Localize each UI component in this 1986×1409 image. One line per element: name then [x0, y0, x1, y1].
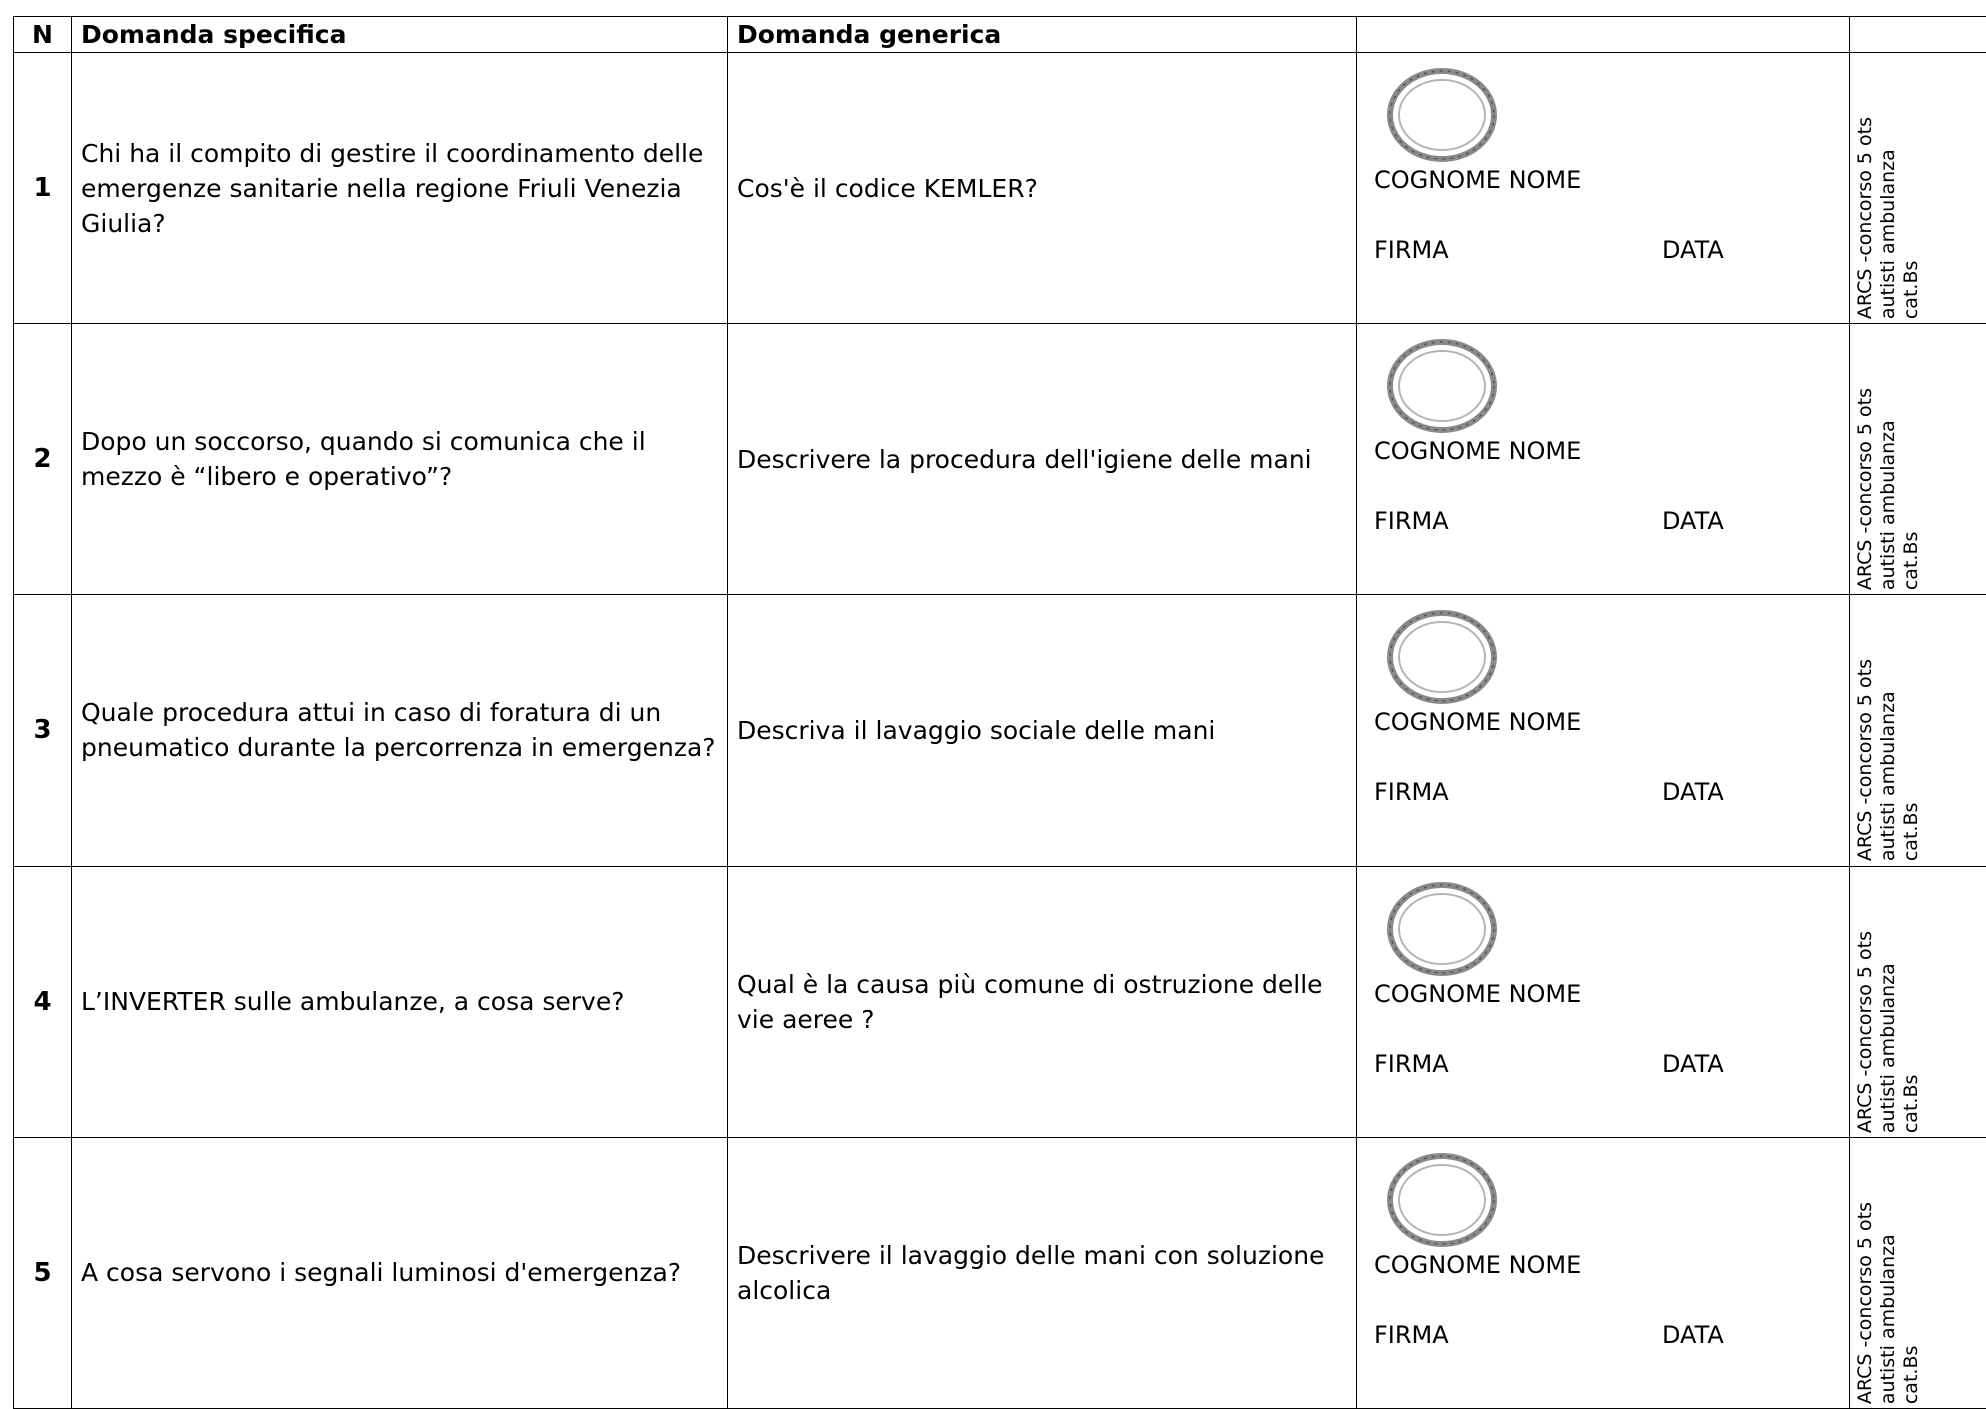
circular-stamp-icon: [1382, 607, 1502, 707]
circular-stamp-icon: [1382, 65, 1502, 165]
side-note-line: autisti ambulanza: [1877, 962, 1899, 1133]
side-note-line: ARCS -concorso 5 ots: [1854, 117, 1876, 320]
side-note-cell: [1850, 1137, 1986, 1408]
date-label: DATA: [1662, 236, 1724, 264]
side-note-line: cat.Bs: [1900, 803, 1922, 862]
specific-question: Chi ha il compito di gestire il coordinamento delle emergenze sanitarie nella regione Friuli Venezia Giulia?: [72, 53, 728, 324]
side-note-line: ARCS -concorso 5 ots: [1854, 388, 1876, 591]
generic-question: Descriva il lavaggio sociale delle mani: [728, 595, 1357, 866]
signature-block: [1357, 324, 1850, 595]
table-row: [14, 53, 1986, 324]
date-label: DATA: [1662, 778, 1724, 807]
side-note-line: cat.Bs: [1900, 531, 1922, 591]
specific-question: A cosa servono i segnali luminosi d'emergenza?: [72, 1137, 728, 1408]
header-signature: [1357, 17, 1850, 53]
generic-question: Cos'è il codice KEMLER?: [728, 53, 1357, 324]
header-number: N: [14, 17, 72, 53]
header-specific-question: Domanda specifica: [72, 17, 728, 53]
table-row: [14, 1137, 1986, 1408]
questions-table: [13, 16, 1986, 1409]
specific-question: Quale procedura attui in caso di foratura di un pneumatico durante la percorrenza in emergenza?: [72, 595, 728, 866]
row-number: 5: [14, 1137, 72, 1408]
table-row: [14, 324, 1986, 595]
signature-block: [1357, 866, 1850, 1137]
side-note-cell: [1850, 866, 1986, 1137]
signature-block: [1357, 595, 1850, 866]
signature-label: FIRMA: [1374, 1049, 1449, 1078]
side-note-line: ARCS -concorso 5 ots: [1854, 1201, 1876, 1404]
date-label: DATA: [1662, 507, 1724, 536]
surname-name-label: COGNOME NOME: [1374, 708, 1582, 737]
generic-question: Qual è la causa più comune di ostruzione delle vie aeree ?: [728, 866, 1357, 1137]
signature-label: FIRMA: [1374, 507, 1449, 536]
circular-stamp-icon: [1382, 879, 1502, 979]
generic-question: Descrivere la procedura dell'igiene delle mani: [728, 324, 1357, 595]
side-note-line: ARCS -concorso 5 ots: [1854, 930, 1876, 1133]
signature-label: FIRMA: [1374, 1320, 1449, 1349]
date-label: DATA: [1662, 1320, 1724, 1349]
side-note-cell: [1850, 324, 1986, 595]
side-note-line: autisti ambulanza: [1877, 1234, 1899, 1404]
row-number: 3: [14, 595, 72, 866]
side-note-cell: [1850, 595, 1986, 866]
side-note: [1854, 659, 1923, 861]
header-side-note: [1850, 17, 1986, 53]
side-note-line: cat.Bs: [1900, 1074, 1922, 1133]
side-note-line: cat.Bs: [1900, 1345, 1922, 1404]
side-note: [1854, 931, 1923, 1133]
generic-question: Descrivere il lavaggio delle mani con soluzione alcolica: [728, 1137, 1357, 1408]
signature-label: FIRMA: [1374, 778, 1449, 807]
side-note-line: autisti ambulanza: [1877, 691, 1899, 862]
header-generic-question: Domanda generica: [728, 17, 1357, 53]
surname-name-label: COGNOME NOME: [1374, 166, 1582, 194]
side-note-cell: [1850, 53, 1986, 324]
signature-block: [1357, 1137, 1850, 1408]
side-note-line: cat.Bs: [1900, 260, 1922, 320]
side-note: [1854, 1202, 1923, 1404]
side-note-line: autisti ambulanza: [1877, 149, 1899, 320]
circular-stamp-icon: [1382, 336, 1502, 436]
signature-block: [1357, 53, 1850, 324]
surname-name-label: COGNOME NOME: [1374, 1250, 1582, 1279]
row-number: 1: [14, 53, 72, 324]
signature-label: FIRMA: [1374, 236, 1449, 264]
side-note-line: ARCS -concorso 5 ots: [1854, 659, 1876, 862]
table-row: [14, 866, 1986, 1137]
circular-stamp-icon: [1382, 1150, 1502, 1250]
row-number: 2: [14, 324, 72, 595]
row-number: 4: [14, 866, 72, 1137]
side-note-line: autisti ambulanza: [1877, 420, 1899, 591]
header-row: [14, 17, 1986, 53]
table-row: [14, 595, 1986, 866]
date-label: DATA: [1662, 1049, 1724, 1078]
surname-name-label: COGNOME NOME: [1374, 979, 1582, 1008]
surname-name-label: COGNOME NOME: [1374, 437, 1582, 466]
specific-question: L’INVERTER sulle ambulanze, a cosa serve?: [72, 866, 728, 1137]
specific-question: Dopo un soccorso, quando si comunica che il mezzo è “libero e operativo”?: [72, 324, 728, 595]
side-note: [1854, 388, 1923, 590]
side-note: [1854, 117, 1923, 319]
